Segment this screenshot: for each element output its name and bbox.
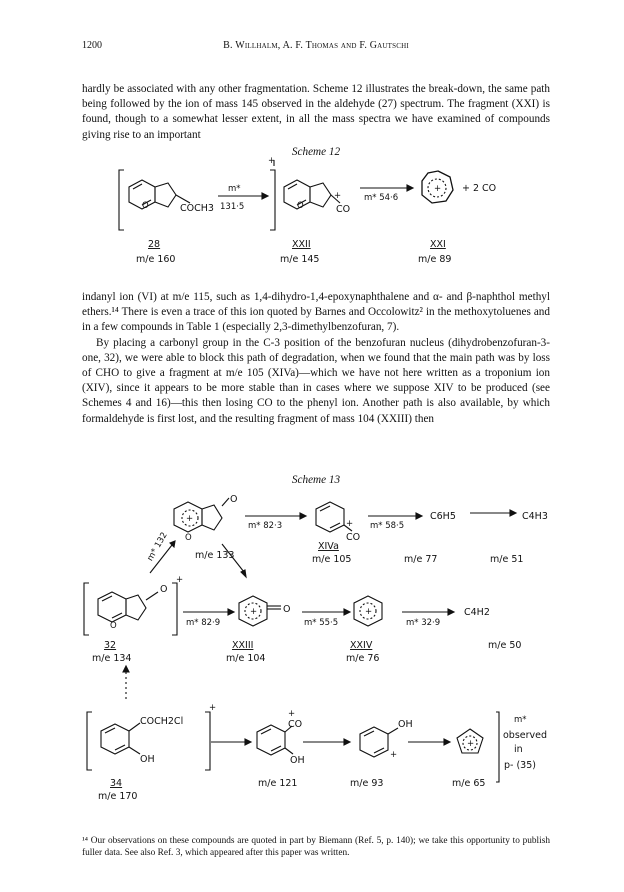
mass-93: m/e 93 <box>350 778 384 789</box>
scheme-13-labels <box>92 494 548 802</box>
group-OH-121: OH <box>290 755 305 766</box>
furan-ring-32 <box>126 595 146 620</box>
charge-plus: + <box>268 156 276 166</box>
note-mstar: m* <box>514 715 527 725</box>
scheme-13-caption: Scheme 13 <box>291 474 341 486</box>
formula-C4H3: C4H3 <box>522 511 548 522</box>
oxygen-XXIII: O <box>283 604 291 615</box>
page-number: 1200 <box>82 40 102 51</box>
mass-105: m/e 105 <box>312 554 352 565</box>
arrow-r2-3-label: m* 32·9 <box>406 618 441 628</box>
mass-76: m/e 76 <box>346 653 380 664</box>
id-XIVa: XIVa <box>318 541 339 552</box>
mass-77: m/e 77 <box>404 554 438 565</box>
group-OH-34: OH <box>140 754 155 765</box>
group-CO: CO <box>336 204 351 215</box>
cpd-mass-28: m/e 160 <box>136 254 176 265</box>
plus-93: + <box>390 750 398 760</box>
arrow-s12-1-bottom: 131·5 <box>220 202 245 212</box>
cpd-mass-XXII: m/e 145 <box>280 254 320 265</box>
mass-65: m/e 65 <box>452 778 486 789</box>
mass-51: m/e 51 <box>490 554 524 565</box>
mass-121: m/e 121 <box>258 778 298 789</box>
mass-50: m/e 50 <box>488 640 522 651</box>
arrow-r2-2-label: m* 55·5 <box>304 618 339 628</box>
oxygen-carbonyl-32: O <box>160 584 168 595</box>
arrow-s12-1-top: m* <box>228 184 241 194</box>
plus-XXIV: + <box>365 607 373 617</box>
note-in: in <box>514 744 523 755</box>
paragraph-1-text: hardly be associated with any other fragmentation. Scheme 12 illustrates the break-down, the same path being followed by the ion of mass 145 observed in the aldehyde (27) spectrum. The fragment (XXI) is found, though to a somewhat lesser extent, in all the mass spectra we have examined of compounds giving rise to an important <box>82 83 550 141</box>
cpd-id-XXI: XXI <box>430 239 446 250</box>
id-34: 34 <box>110 778 123 789</box>
scheme-12-caption: Scheme 12 <box>291 146 341 158</box>
group-COCH2Cl: COCH2Cl <box>140 716 184 727</box>
note-p35: p- (35) <box>504 760 536 771</box>
plus-tropylium: + <box>434 184 442 194</box>
plus-65: + <box>467 739 475 749</box>
oxygen-carbonyl-133: O <box>230 494 238 505</box>
mass-104: m/e 104 <box>226 653 266 664</box>
id-32: 32 <box>104 640 117 651</box>
group-CO-XIVa: CO <box>346 532 361 543</box>
id-XXIV: XXIV <box>350 640 373 651</box>
group-CO-121: CO <box>288 719 303 730</box>
oxygen-133: O <box>185 533 192 543</box>
product-2co: + 2 CO <box>462 183 497 194</box>
mass-134: m/e 134 <box>92 653 132 664</box>
footnote: ¹⁴ Our observations on these compounds are quoted in part by Biemann (Ref. 5, p. 140); we take this opportunity to publish fuller data. See also Ref. 3, which appeared after this paper was written. <box>82 836 550 858</box>
charge-plus-34: + <box>209 703 217 713</box>
mass-133: m/e 133 <box>195 550 235 561</box>
mass-170: m/e 170 <box>98 791 138 802</box>
charge-plus-32: + <box>176 575 184 585</box>
formula-C6H5: C6H5 <box>430 511 456 522</box>
id-XXIII: XXIII <box>232 640 254 651</box>
paragraph-2-text: indanyl ion (VI) at m/e 115, such as 1,4-dihydro-1,4-epoxynaphthalene and α- and β-naphthol methyl ethers.¹⁴ There is even a trace of this ion quoted by Barnes and Occolowitz² in the methoxytoluenes and in a few compounds in Table 1 (especially 2,3-dimethylbenzofuran, 7). <box>82 291 550 334</box>
note-bracket <box>496 712 499 782</box>
oxygen-32: O <box>110 621 117 631</box>
plus-133: + <box>186 514 194 524</box>
group-OH-93: OH <box>398 719 413 730</box>
paragraph-3-text: By placing a carbonyl group in the C-3 position of the benzofuran nucleus (dihydrobenzofuran-3-one, 32), we were able to block this path of degradation, when we found that the main path was by loss of CHO to give a fragment at m/e 105 (XIVa)—which we have not here written as a troponium ion (XIV), since it appears to be more stable than in cases where we suppose XIV to be produced (see Schemes 4 and 16)—this then losing CO to the phenyl ion. Another path is also available, by which formaldehyde is first lost, and the resulting fragment of mass 104 (XXIII) then <box>82 336 550 425</box>
plus-121: + <box>288 709 296 719</box>
note-observed: observed <box>503 730 548 741</box>
plus-XXIII: + <box>250 607 258 617</box>
arrow-r1-1-label: m* 82·3 <box>248 521 283 531</box>
oxygen-XXII: O <box>297 201 304 211</box>
group-COCH3: COCH3 <box>180 203 214 214</box>
arrow-diag-label: m* 132 <box>145 530 170 563</box>
plus-XXII: + <box>334 191 342 201</box>
furan-ring-28 <box>155 183 176 207</box>
oxygen-28: O <box>142 201 149 211</box>
bracket-28 <box>119 170 275 230</box>
authors-header: B. Willhalm, A. F. Thomas and F. Gautschi <box>223 40 409 51</box>
formula-C4H2: C4H2 <box>464 607 490 618</box>
cpd-mass-XXI: m/e 89 <box>418 254 452 265</box>
cpd-id-XXII: XXII <box>292 239 311 250</box>
plus-XIVa: + <box>346 519 354 529</box>
arrow-s12-2-label: m* 54·6 <box>364 193 399 203</box>
furan-ring-133 <box>202 505 222 530</box>
furan-ring-XXII <box>310 183 331 207</box>
arrow-r2-1-label: m* 82·9 <box>186 618 221 628</box>
cpd-id-28: 28 <box>148 239 161 250</box>
arrow-r1-2-label: m* 58·5 <box>370 521 405 531</box>
